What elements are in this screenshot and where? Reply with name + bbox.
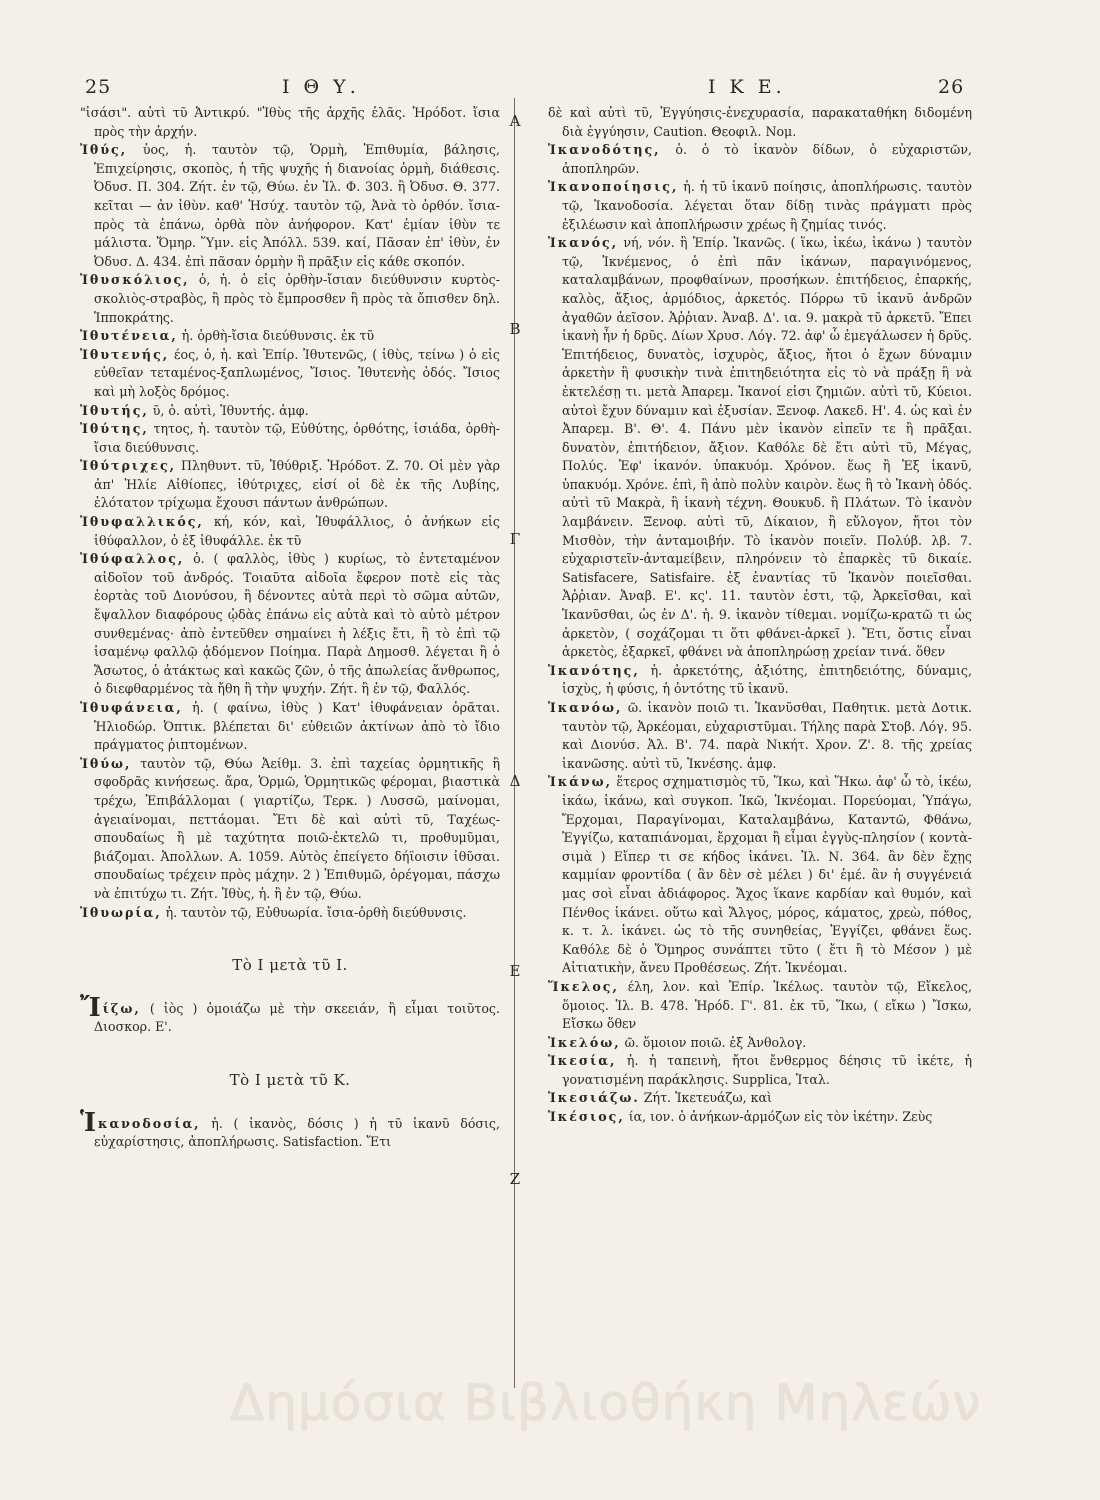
entry-text: ἡ. ( φαίνω, ἰθὺς ) Κατ' ἰθυφάνειαν ὁρᾶται. Ἡλιοδώρ. Ὀπτικ. βλέπεται δι' εὐθειῶν ἀκτίνων ἀπὸ τὸ ἴδιο πράγματος ῥιπτομένων.	[94, 700, 500, 753]
entry-headword: ίζω,	[102, 1000, 141, 1016]
entry-headword: Ἰθυφάνεια,	[80, 700, 183, 715]
entry-text: ία, ιον. ὁ ἀνήκων-ἁρμόζων εἰς τὸν ἱκέτην. Ζεὺς	[628, 1109, 933, 1125]
entry-text: "ἰσάσι". αὐτὶ τῦ Ἀντικρύ. "Ἰθὺς τῆς ἀρχῆς ἐλᾶς. Ἡρόδοτ. ἴσια πρὸς τὴν ἀρχήν.	[80, 105, 500, 139]
left-column	[80, 104, 500, 1384]
drop-initial: Ἱ	[80, 1107, 97, 1138]
entry-text: ἕτερος σχηματισμὸς τῦ, Ἵκω, καὶ Ἥκω. ἀφ' ὧ τὸ, ἱκέω, ἱκάω, ἱκάνω, καὶ συγκοπ. Ἱκῶ, Ἱκνέομαι. Πορεύομαι, Ὑπάγω, Ἔρχομαι, Παραγίνομαι, Καταλαμβάνω, Καταντῶ, Φθάνω, Ἐγγίζω, καταπιάνομαι, ἔρχομαι ἢ εἶμαι ἐγγὺς-πλησίον ( κοντὰ-σιμὰ ) Εἴπερ τι σε κήδος ἱκάνει. Ἰλ. Ν. 364. ἂν δὲν ἔχῃς καμμίαν φροντίδα ( ἂν δὲν σὲ μέλει ) δι' ἐμέ. ἂν ἡ συγγένειά μας σοὶ εἶναι ἀδιάφορος. Ἄχος ἵκανε καρδίαν καὶ θυμόν, καὶ Πένθος ἱκάνει. οὕτω καὶ Ἄλγος, μόρος, κάματος, χρεὼ, πόθος, κ. τ. λ. ἱκάνει. ὡς τὸ τῆς συνηθείας, Ἐγγίζει, φθάνει ἕως. Καθόλε δὲ ὁ Ὅμηρος συνάπτει τῦτο ( ἔτι ἢ τὸ Μέσον ) μὲ Αἰτιατικὴν, ἄνευ Προθέσεως. Ζήτ. Ἱκνέομαι.	[562, 774, 972, 976]
entry-text: ὁ. ὁ τὸ ἱκανὸν δίδων, ὁ εὐχαριστῶν, ἀποπληρῶν.	[562, 142, 972, 176]
entry-headword: Ἱκανοποίησις,	[548, 179, 679, 195]
dictionary-entry	[548, 662, 972, 699]
dictionary-entry	[548, 178, 972, 234]
entry-headword: Ἰθυσκόλιος,	[80, 272, 190, 288]
entry-text: ὑος, ἡ. ταυτὸν τῷ, Ὁρμὴ, Ἐπιθυμία, βάλησις, Ἐπιχείρησις, σκοπὸς, ἡ τῆς ψυχῆς ἡ διανοίας ὁρμὴ, διάθεσις. Ὀδυσ. Π. 304. Ζήτ. ἐν τῷ, Θύω. ἐν Ἰλ. Φ. 303. ἢ Ὀδυσ. Θ. 377. κεῖται — ἀν ἰθὺν. καθ' Ἡσύχ. ταυτὸν τῷ, Ἀνὰ τὸ ὀρθόν. ἴσια-πρὸς τὰ ἐπάνω, ὀρθὰ πὸν ἀνήφορον. Κατ' ἐμίαν ἰθὺν τε μάλιστα. Ὅμηρ. Ὕμν. εἰς Ἀπόλλ. 539. καί, Πᾶσαν ἐπ' ἰθὺν, ἐν Ὀδυσ. Δ. 434. ἐπὶ πᾶσαν ὁρμὴν ἢ πρᾶξιν εἰς κάθε σκοπόν.	[94, 142, 500, 269]
dictionary-entry	[548, 699, 972, 773]
right-running-head: Ι Κ Ε.	[708, 76, 786, 98]
dictionary-entry	[80, 904, 500, 923]
entry-headword: Ἰθύτης,	[80, 421, 149, 437]
entry-text: κή, κόν, καὶ, Ἰθυφάλλιος, ὁ ἀνήκων εἰς ἰθύφαλλον, ὁ ἐξ ἰθυφάλλε. ἐκ τῦ	[94, 514, 500, 548]
dictionary-entry	[80, 420, 500, 457]
entry-headword: Ἰκελόω,	[548, 1034, 621, 1050]
dictionary-entry	[80, 402, 500, 421]
dictionary-entry	[80, 699, 500, 755]
dictionary-entry	[80, 550, 500, 699]
entry-headword: Ἱκάνω,	[548, 774, 613, 790]
entry-text: ὁ. ( φαλλὸς, ἰθὺς ) κυρίως, τὸ ἐντεταμένον αἰδοῖον τοῦ ἀνδρός. Τοιαῦτα αἰδοῖα ἔφερον ποτὲ εἰς τὰς ἑορτὰς τοῦ Διονύσου, ἢ δένοντες αὐτὰ περὶ τὸ σῶμα αὐτῶν, ἔψαλλον διαφόρους ᾠδὰς ἐπάνω εἰς αὐτὰ καὶ τὸ αὐτὸ μέτρον συνθεμένας· ἀπὸ ἐντεῦθεν σημαίνει ἡ λέξις ἔτι, ἢ τὸ ἐπὶ τῷ ἰσαμένῳ φαλλῷ ᾀδόμενον Ποίημα. Παρὰ Δημοσθ. λέγεται ἢ ὁ Ἄσωτος, ὁ ἀτάκτως καὶ κακῶς ζῶν, ὁ τῆς ἀπωλείας ἄνθρωπος, ὁ διεφθαρμένος τὰ ἤθη ἢ τὴν ψυχήν. Ζήτ. ἢ ἐν τῷ, Φαλλός.	[94, 551, 500, 697]
entry-text: Ζήτ. Ἱκετευάζω, καὶ	[643, 1090, 772, 1106]
dictionary-entry	[80, 1107, 500, 1152]
left-running-head: Ι Θ Υ.	[282, 76, 360, 98]
entry-text: ἡ. ἡ τῦ ἱκανῦ ποίησις, ἀποπλήρωσις. ταυτὸν τῷ, Ἱκανοδοσία. λέγεται ὅταν δίδῃ τινὰς πράγματι πρὸς ἐξιλέωσιν καὶ ἀποπλήρωσιν χρέως ἢ ζημίας τινός.	[562, 179, 972, 232]
entry-text: ῶ. ἱκανὸν ποιῶ τι. Ἱκανῦσθαι, Παθητικ. μετὰ Δοτικ. ταυτὸν τῷ, Ἀρκέομαι, εὐχαριστῦμαι. Τήλης παρὰ Στοβ. Λόγ. 95. καὶ Διονύσ. Ἀλ. Β'. 74. παρὰ Νικήτ. Χρον. Ζ'. 8. τῆς χρείας ἱκανῶσης. αὐτὶ τῦ, Ἱκνέσης. ἀμφ.	[562, 700, 972, 771]
dictionary-entry	[80, 271, 500, 327]
entry-text: έος, ὁ, ἡ. καὶ Ἐπίρ. Ἰθυτενῶς, ( ἰθὺς, τείνω ) ὁ εἰς εὐθεῖαν τεταμένος-ξαπλωμένος, Ἴσιος. Ἰθυτενὴς ὁδός. Ἴσιος καὶ μὴ λοξὸς δρόμος.	[94, 346, 500, 399]
dictionary-entry	[548, 141, 972, 178]
entry-text: δὲ καὶ αὐτὶ τῦ, Ἐγγύησις-ἐνεχυρασία, παρακαταθήκη διδομένη διὰ ἐγγύησιν, Caution. Θεοφιλ. Νομ.	[548, 105, 972, 139]
entry-headword: κανοδοσία,	[98, 1115, 201, 1131]
dictionary-entry	[548, 104, 972, 141]
dictionary-entry	[80, 327, 500, 346]
dictionary-entry	[548, 1089, 972, 1108]
column-marker: Z	[509, 1170, 521, 1188]
entry-text: ταυτὸν τῷ, Θύω Ἀείθμ. 3. ἐπὶ ταχείας ὁρμητικῆς ἢ σφοδρᾶς κινήσεως. ἄρα, Ὁρμῶ, Ὁρμητικῶς φέρομαι, βιαστικὰ τρέχω, Ἐπιβάλλομαι ( γιαρτίζω, Τερκ. ) Λυσσῶ, μαίνομαι, ἀγειαίνομαι, πεττάομαι. Ἔτι δὲ καὶ αὐτὶ τῦ, Ταχέως-σπουδαίως ἢ μὲ ταχύτητα ποιῶ-ἐκτελῶ τι, προθυμῦμαι, βιάζομαι. Ἀπολλων. Α. 1059. Αὐτὸς ἐπείγετο δήϊοισιν ἰθῦσαι. σπουδαίως τρέχειν πρὸς μάχην. 2 ) Ἐπιθυμῶ, ὀρέγομαι, πάσχω νὰ ἐπιτύχω τι. Ζήτ. Ἰθὺς, ἡ. ἢ ἐν τῷ, Θύω.	[94, 755, 500, 901]
entry-text: ( ἰὸς ) ὁμοιάζω μὲ τὴν σκεειάν, ἢ εἶμαι τοιῦτος. Διοσκορ. Ε'.	[94, 1000, 500, 1035]
entry-text: τητος, ἡ. ταυτὸν τῷ, Εὐθύτης, ὀρθότης, ἰσιάδα, ὀρθὴ-ἴσια διεύθυνσις.	[94, 421, 500, 455]
entry-headword: Ἰθυτενής,	[80, 346, 170, 362]
entry-text: ἡ. ὀρθὴ-ἴσια διεύθυνσις. ἐκ τῦ	[181, 328, 375, 344]
drop-initial: Ἴ	[80, 992, 101, 1023]
dictionary-entry	[80, 346, 500, 402]
entry-text: ἡ. ἀρκετότης, ἀξιότης, ἐπιτηδειότης, δύναμις, ἰσχὺς, ἡ φύσις, ἡ ὀντότης τῦ ἱκανῦ.	[562, 662, 972, 697]
column-marker: E	[509, 962, 521, 980]
entry-headword: Ἰθυτής,	[80, 402, 149, 418]
left-page-number: 25	[85, 76, 112, 98]
entry-text: ἡ. ταυτὸν τῷ, Εὐθυωρία. ἴσια-ὀρθὴ διεύθυνσις.	[165, 904, 467, 920]
entry-headword: Ἱκανόω,	[548, 700, 623, 715]
column-marker: B	[509, 320, 521, 338]
column-marker: Δ	[509, 772, 521, 790]
dictionary-entry	[80, 992, 500, 1037]
dictionary-entry	[80, 141, 500, 271]
dictionary-entry	[548, 1052, 972, 1089]
entry-headword: Ἰθυωρία,	[80, 904, 162, 920]
entry-text: ὁ, ἡ. ὁ εἰς ὀρθὴν-ἴσιαν διεύθυνσιν κυρτὸς-σκολιὸς-στραβὸς, ἢ πρὸς τὸ ἔμπροσθεν ἢ πρὸς τὰ ὄπισθεν δηλ. Ἱπποκράτης.	[94, 272, 500, 325]
entry-headword: Ἰθύφαλλος,	[80, 551, 185, 567]
entry-headword: Ἱκανός,	[548, 235, 619, 251]
entry-text: έλη, λον. καὶ Ἐπίρ. Ἰκέλως. ταυτὸν τῷ, Εἴκελος, ὅμοιος. Ἰλ. Β. 478. Ἡρόδ. Γ'. 81. ἐκ τῦ, Ἵκω, ( εἴκω ) Ἴσκω, Εἴσκω ὅθεν	[562, 978, 972, 1032]
dictionary-entry	[80, 457, 500, 513]
right-page-number: 26	[938, 76, 965, 98]
entry-headword: Ἰθυτένεια,	[80, 328, 178, 344]
dictionary-entry	[548, 1034, 972, 1053]
column-marker: A	[509, 112, 521, 130]
dictionary-entry	[80, 104, 500, 141]
entry-text: νή, νόν. ἢ Ἐπίρ. Ἱκανῶς. ( ἵκω, ἱκέω, ἱκάνω ) ταυτὸν τῷ, Ἱκνέμενος, ὁ ἐπὶ πᾶν ἱκάνων, παραγινόμενος, καταλαμβάνων, προφθαίνων, προσήκων. ἐπιτήδειος, ἐπαρκής, καλὸς, ἄξιος, ἁρμόδιος, ἀρκετός. Πόρρω τῦ ἱκανῦ ἀνδρῶν ἀγαθῶν ἀεῖσον. Ἀῤῥιαν. Ἀναβ. Δ'. ια. 9. μακρὰ τῦ ἀρκετῦ. Ἔπει ἱκανὴ ἦν ἡ δρῦς. Δίων Χρυσ. Λόγ. 72. ἀφ' ὧ ἐμεγάλωσεν ἡ δρῦς. Ἐπιτήδειος, δυνατὸς, ἰσχυρὸς, ἄξιος, ἤτοι ὁ ἔχων δύναμιν ἀρκετὴν ἢ φυσικὴν τινὰ ἐπιτηδειότητα εἰς τὸ νὰ πράξῃ ἢ νὰ ἐκτελέσῃ τι. μετὰ Ἀπαρεμ. Ἱκανοί εἰσι ζημιῶν. αὐτὶ τῦ, Κύειοι. αὐτοὶ ἔχυν δύναμιν καὶ ἐξυσίαν. Ξενοφ. Λακεδ. Η'. 4. ὡς καὶ ἐν Ἀπαρεμ. Β'. Θ'. 4. Πάνυ μὲν ἱκανὸν εἰπεῖν τε ἢ πρᾶξαι. δυνατὸν, ἐπιτήδειον, ἄξιον. Καθόλε δὲ ἔτι αὐτὶ τῦ, Μέγας, Πολύς. Ἐφ' ἱκανόν. ὑπακυόμ. Χρόνον. ἕως ἢ Ἐξ ἱκανῦ, ὑπακυόμ. Χρόνε. ἐπὶ, ἢ ἀπὸ πολὺν καιρὸν. ἕως ἢ τὸ Ἱκανὴ ὁδός. αὐτὶ τῦ Μακρὰ, ἢ ἱκανὴ τέχνη. Θουκυδ. ἢ Πλάτων. Τὸ ἱκανὸν λαμβάνειν. Ξενοφ. αὐτὶ τῦ, Δίκαιον, ἢ εὔλογον, ἤτοι τὸν Μισθὸν, τὴν ἀνταμοιβήν. Τὸ ἱκανὸν ποιεῖν. Πολύβ. λβ. 7. εὐχαριστεῖν-ἀνταμείβειν, πληρόνειν τὸ ἐπαρκὲς τῦ δικαίε. Satisfacere, Satisfaire. ἐξ ἐναντίας τῦ Ἱκανὸν ποιεῖσθαι. Ἀῤῥιαν. Ἀναβ. Ε'. κς'. 11. ταυτὸν ἐστι, τῷ, Ἀρκεῖσθαι, καὶ Ἱκανῦσθαι, ὡς ἐν Δ'. ἡ. 9. ἱκανὸν τίθεμαι. νομίζω-κρατῶ τι ὡς ἀρκετὸν, ( σοχάζομαι τι ὅτι φθάνει-ἀρκεῖ ). Ἔτι, ὅστις εἶναι ἀρκετὸς, ἐξαρκεῖ, φθάνει νὰ ἀποπληρώσῃ χρείαν τινά. ὅθεν	[562, 235, 972, 660]
entry-headword: Ἰθύω,	[80, 755, 132, 771]
entry-headword: Ἰθύτριχες,	[80, 458, 176, 474]
entry-headword: Ἰθύς,	[80, 142, 128, 158]
dictionary-entry	[548, 978, 972, 1034]
right-column	[548, 104, 972, 1394]
library-watermark: Δημόσια Βιβλιοθήκη Μηλεών	[230, 1374, 982, 1432]
entry-headword: Ἱκανοδότης,	[548, 142, 661, 158]
column-marker: Γ	[509, 530, 521, 548]
entry-text: Πληθυντ. τῦ, Ἰθύθριξ. Ἡρόδοτ. Ζ. 70. Οἱ μὲν γὰρ ἀπ' Ἡλίε Αἰθίοπες, ἰθύτριχες, εἰσί οἱ δὲ ἐκ τῆς Λυβίης, ἐλότατον τρίχωμα ἔχουσι πάντων ἀνθρώπων.	[94, 458, 500, 511]
entry-headword: Ἰθυφαλλικός,	[80, 514, 204, 530]
section-title-iota-iota: Τὸ Ι μετὰ τῦ Ι.	[232, 956, 348, 975]
dictionary-entry	[548, 773, 972, 978]
dictionary-entry	[80, 755, 500, 904]
dictionary-entry	[548, 1108, 972, 1127]
entry-headword: Ἱκέσιος,	[548, 1109, 625, 1125]
entry-headword: Ἵκελος,	[548, 978, 619, 994]
entry-headword: Ἱκεσιάζω.	[548, 1090, 640, 1106]
dictionary-entry	[548, 234, 972, 662]
section-title-iota-kappa: Τὸ Ι μετὰ τῦ Κ.	[229, 1070, 351, 1089]
entry-text: ῶ. ὅμοιον ποιῶ. ἐξ Ἀνθολογ.	[624, 1034, 807, 1050]
entry-headword: Ἱκεσία,	[548, 1053, 617, 1069]
entry-text: ῦ, ὁ. αὐτὶ, Ἰθυντής. ἀμφ.	[152, 402, 309, 418]
column-divider	[514, 98, 515, 1388]
entry-text: ἡ. ἡ ταπεινὴ, ἤτοι ἔνθερμος δέησις τῦ ἱκέτε, ἡ γονατισμένη παράκλησις. Supplica, Ἰταλ.	[562, 1053, 972, 1087]
entry-headword: Ἱκανότης,	[548, 662, 640, 678]
entry-text: ἡ. ( ἱκανὸς, δόσις ) ἡ τῦ ἱκανῦ δόσις, εὐχαρίστησις, ἀποπλήρωσις. Satisfaction. Ἔτι	[94, 1115, 500, 1150]
dictionary-entry	[80, 513, 500, 550]
